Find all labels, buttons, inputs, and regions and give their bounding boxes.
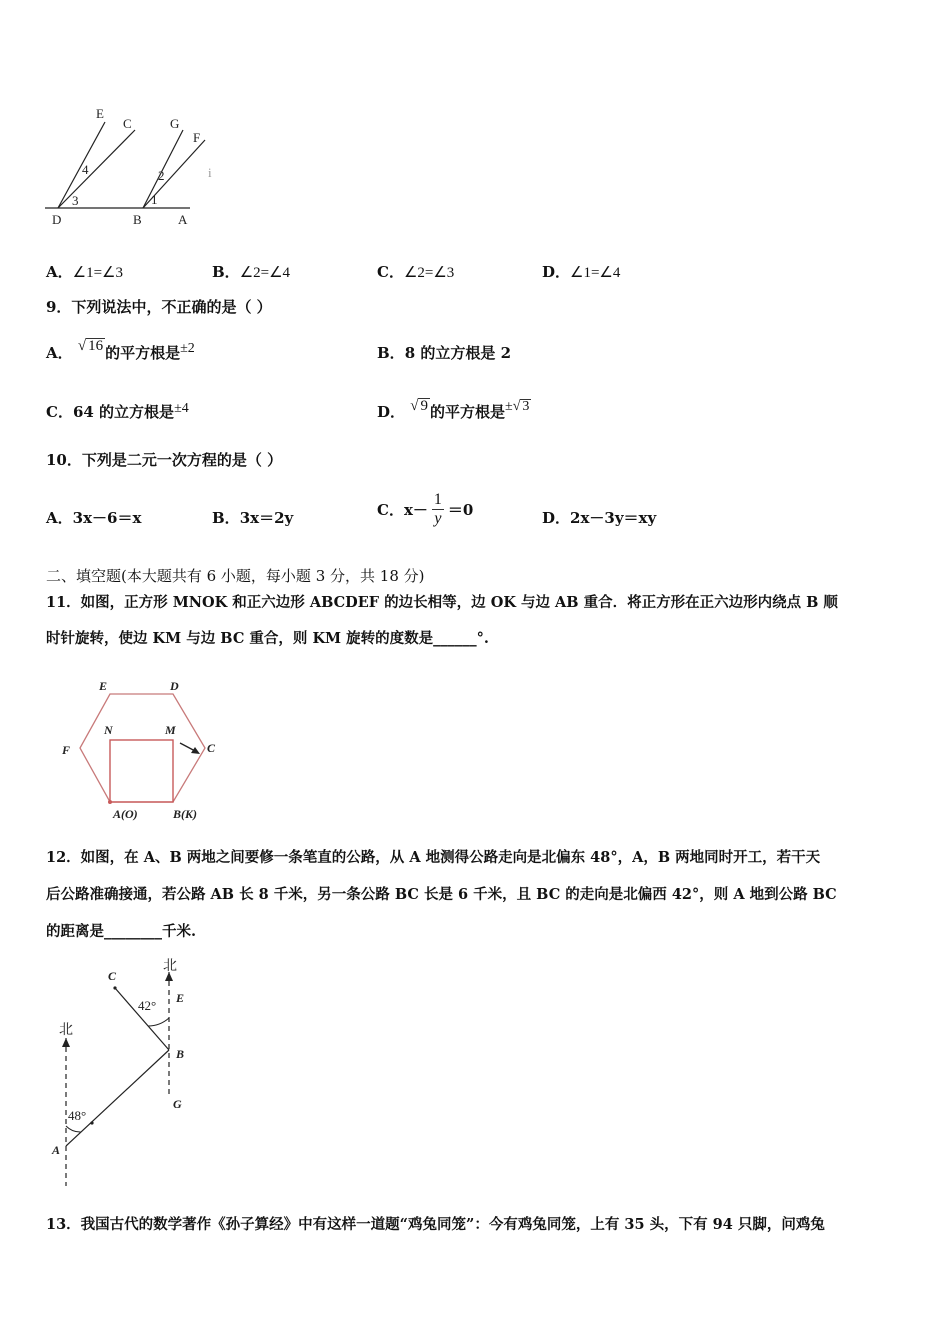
q8-option-a bbox=[46, 261, 123, 282]
angle-4: 4 bbox=[82, 162, 89, 177]
label-angle-48: 48° bbox=[68, 1108, 87, 1123]
label-G: G bbox=[170, 116, 180, 131]
option-text: 8 的立方根是 2 bbox=[404, 344, 512, 362]
point-A bbox=[108, 800, 112, 804]
numerator: 1 bbox=[433, 490, 442, 508]
label-B: B bbox=[133, 212, 142, 227]
q10-option-b bbox=[212, 507, 293, 528]
option-text: ∠1=∠3 bbox=[72, 265, 123, 281]
angle-arc-b bbox=[148, 1018, 169, 1026]
q8-option-d bbox=[542, 261, 620, 282]
q12-line3: 的距离是________千米. bbox=[46, 923, 197, 940]
figure-q11-hexagon-square bbox=[55, 676, 235, 824]
q10-option-a bbox=[46, 507, 141, 528]
option-letter: B． bbox=[212, 509, 240, 527]
radicand: 16 bbox=[88, 338, 104, 354]
q9-option-d bbox=[377, 398, 531, 422]
q9-option-a bbox=[46, 338, 195, 363]
option-letter: C． bbox=[46, 403, 73, 421]
q10-stem: 10．下列是二元一次方程的是（ ） bbox=[46, 451, 283, 469]
option-letter: D． bbox=[377, 403, 406, 421]
label-B-K: B(K) bbox=[173, 807, 197, 821]
sqrt-16: √ 16 bbox=[77, 338, 104, 354]
label-C: C bbox=[123, 116, 132, 131]
label-D: D bbox=[52, 212, 62, 227]
point-C bbox=[113, 986, 116, 989]
option-text: 3x＝2y bbox=[239, 509, 294, 527]
fraction-1-over-y bbox=[432, 491, 444, 528]
option-letter: A． bbox=[46, 509, 73, 527]
q8-option-b bbox=[212, 261, 290, 282]
label-A: A bbox=[52, 1143, 61, 1157]
angle-2: 2 bbox=[158, 168, 165, 183]
label-north-b: 北 bbox=[163, 959, 177, 974]
road-ab bbox=[66, 1050, 169, 1146]
label-north-a: 北 bbox=[59, 1023, 73, 1038]
q10-option-c bbox=[377, 484, 473, 534]
option-text: 2x－3y＝xy bbox=[570, 509, 657, 527]
option-text: ∠2=∠4 bbox=[239, 265, 291, 281]
sqrt-9: √ 9 bbox=[410, 398, 428, 414]
label-E: E bbox=[176, 991, 185, 1005]
radicand: 3 bbox=[522, 399, 530, 414]
label-M: M bbox=[165, 723, 176, 737]
plus-minus: ± bbox=[505, 399, 513, 414]
option-value: ±√ 3 bbox=[505, 399, 530, 414]
option-letter: C． bbox=[377, 500, 404, 519]
label-B: B bbox=[176, 1047, 185, 1061]
label-A: A bbox=[178, 212, 188, 227]
angle-1: 1 bbox=[151, 192, 158, 207]
arrow-head-icon bbox=[191, 747, 200, 754]
figure-q8-parallel-lines bbox=[40, 100, 230, 235]
q9-option-c bbox=[46, 401, 189, 422]
q11-line1: 11．如图，正方形 MNOK 和正六边形 ABCDEF 的边长相等，边 OK 与边 AB 重合．将正方形在正六边形内绕点 B 顺 bbox=[46, 594, 838, 611]
option-letter: A． bbox=[46, 344, 73, 362]
option-text: 的平方根是 bbox=[429, 403, 505, 421]
option-text: ∠1=∠4 bbox=[570, 265, 621, 281]
option-text: 3x－6＝x bbox=[72, 509, 142, 527]
hexagon bbox=[80, 694, 205, 802]
q12-line2: 后公路准确接通，若公路 AB 长 8 千米，另一条公路 BC 长是 6 千米，且 BC 的走向是北偏西 42°，则 A 地到公路 BC bbox=[46, 886, 837, 903]
option-text: 64 的立方根是 bbox=[72, 403, 175, 421]
option-letter: B． bbox=[377, 344, 405, 362]
option-letter: A． bbox=[46, 263, 73, 281]
label-F: F bbox=[62, 743, 71, 757]
label-E: E bbox=[99, 679, 108, 693]
option-text: x－ bbox=[403, 500, 428, 519]
option-letter: D． bbox=[542, 263, 571, 281]
line-dc bbox=[58, 130, 135, 208]
label-D: D bbox=[170, 679, 179, 693]
denominator: y bbox=[434, 509, 442, 527]
option-letter: B． bbox=[212, 263, 240, 281]
label-F: F bbox=[193, 130, 201, 145]
angle-arc-a bbox=[66, 1126, 81, 1132]
square bbox=[110, 740, 173, 802]
label-angle-42: 42° bbox=[138, 998, 157, 1013]
option-letter: C． bbox=[377, 263, 404, 281]
radicand: 9 bbox=[420, 398, 428, 414]
point-marker bbox=[90, 1121, 93, 1124]
label-C: C bbox=[207, 741, 216, 755]
option-text: 的平方根是 bbox=[105, 344, 181, 362]
option-value: ±2 bbox=[180, 341, 195, 356]
option-letter: D． bbox=[542, 509, 571, 527]
q11-line2: 时针旋转，使边 KM 与边 BC 重合，则 KM 旋转的度数是______°. bbox=[46, 630, 489, 647]
q9-stem: 9．下列说法中，不正确的是（ ） bbox=[46, 298, 272, 316]
section-heading: 二、填空题(本大题共有 6 小题，每小题 3 分，共 18 分) bbox=[46, 567, 425, 585]
q13-line1: 13．我国古代的数学著作《孙子算经》中有这样一道题“鸡兔同笼”：今有鸡兔同笼，上有 35 头，下有 94 只脚，问鸡兔 bbox=[46, 1216, 825, 1233]
q8-option-c bbox=[377, 261, 454, 282]
option-text: ∠2=∠3 bbox=[403, 265, 455, 281]
angle-3: 3 bbox=[72, 193, 79, 208]
label-E: E bbox=[96, 106, 104, 121]
label-G: G bbox=[173, 1097, 182, 1111]
q9-option-b bbox=[377, 342, 511, 363]
stray-mark: i bbox=[208, 165, 212, 180]
figure-q12-roads bbox=[40, 958, 220, 1190]
label-A-O: A(O) bbox=[113, 807, 138, 821]
label-C: C bbox=[108, 969, 117, 983]
label-N: N bbox=[104, 723, 113, 737]
option-text: ＝0 bbox=[447, 500, 474, 519]
option-value: ±4 bbox=[174, 401, 189, 416]
north-arrow-icon bbox=[62, 1038, 70, 1047]
q10-option-d bbox=[542, 507, 656, 528]
q12-line1: 12．如图，在 A、B 两地之间要修一条笔直的公路，从 A 地测得公路走向是北偏东 48°，A，B 两地同时开工，若干天 bbox=[46, 849, 821, 866]
